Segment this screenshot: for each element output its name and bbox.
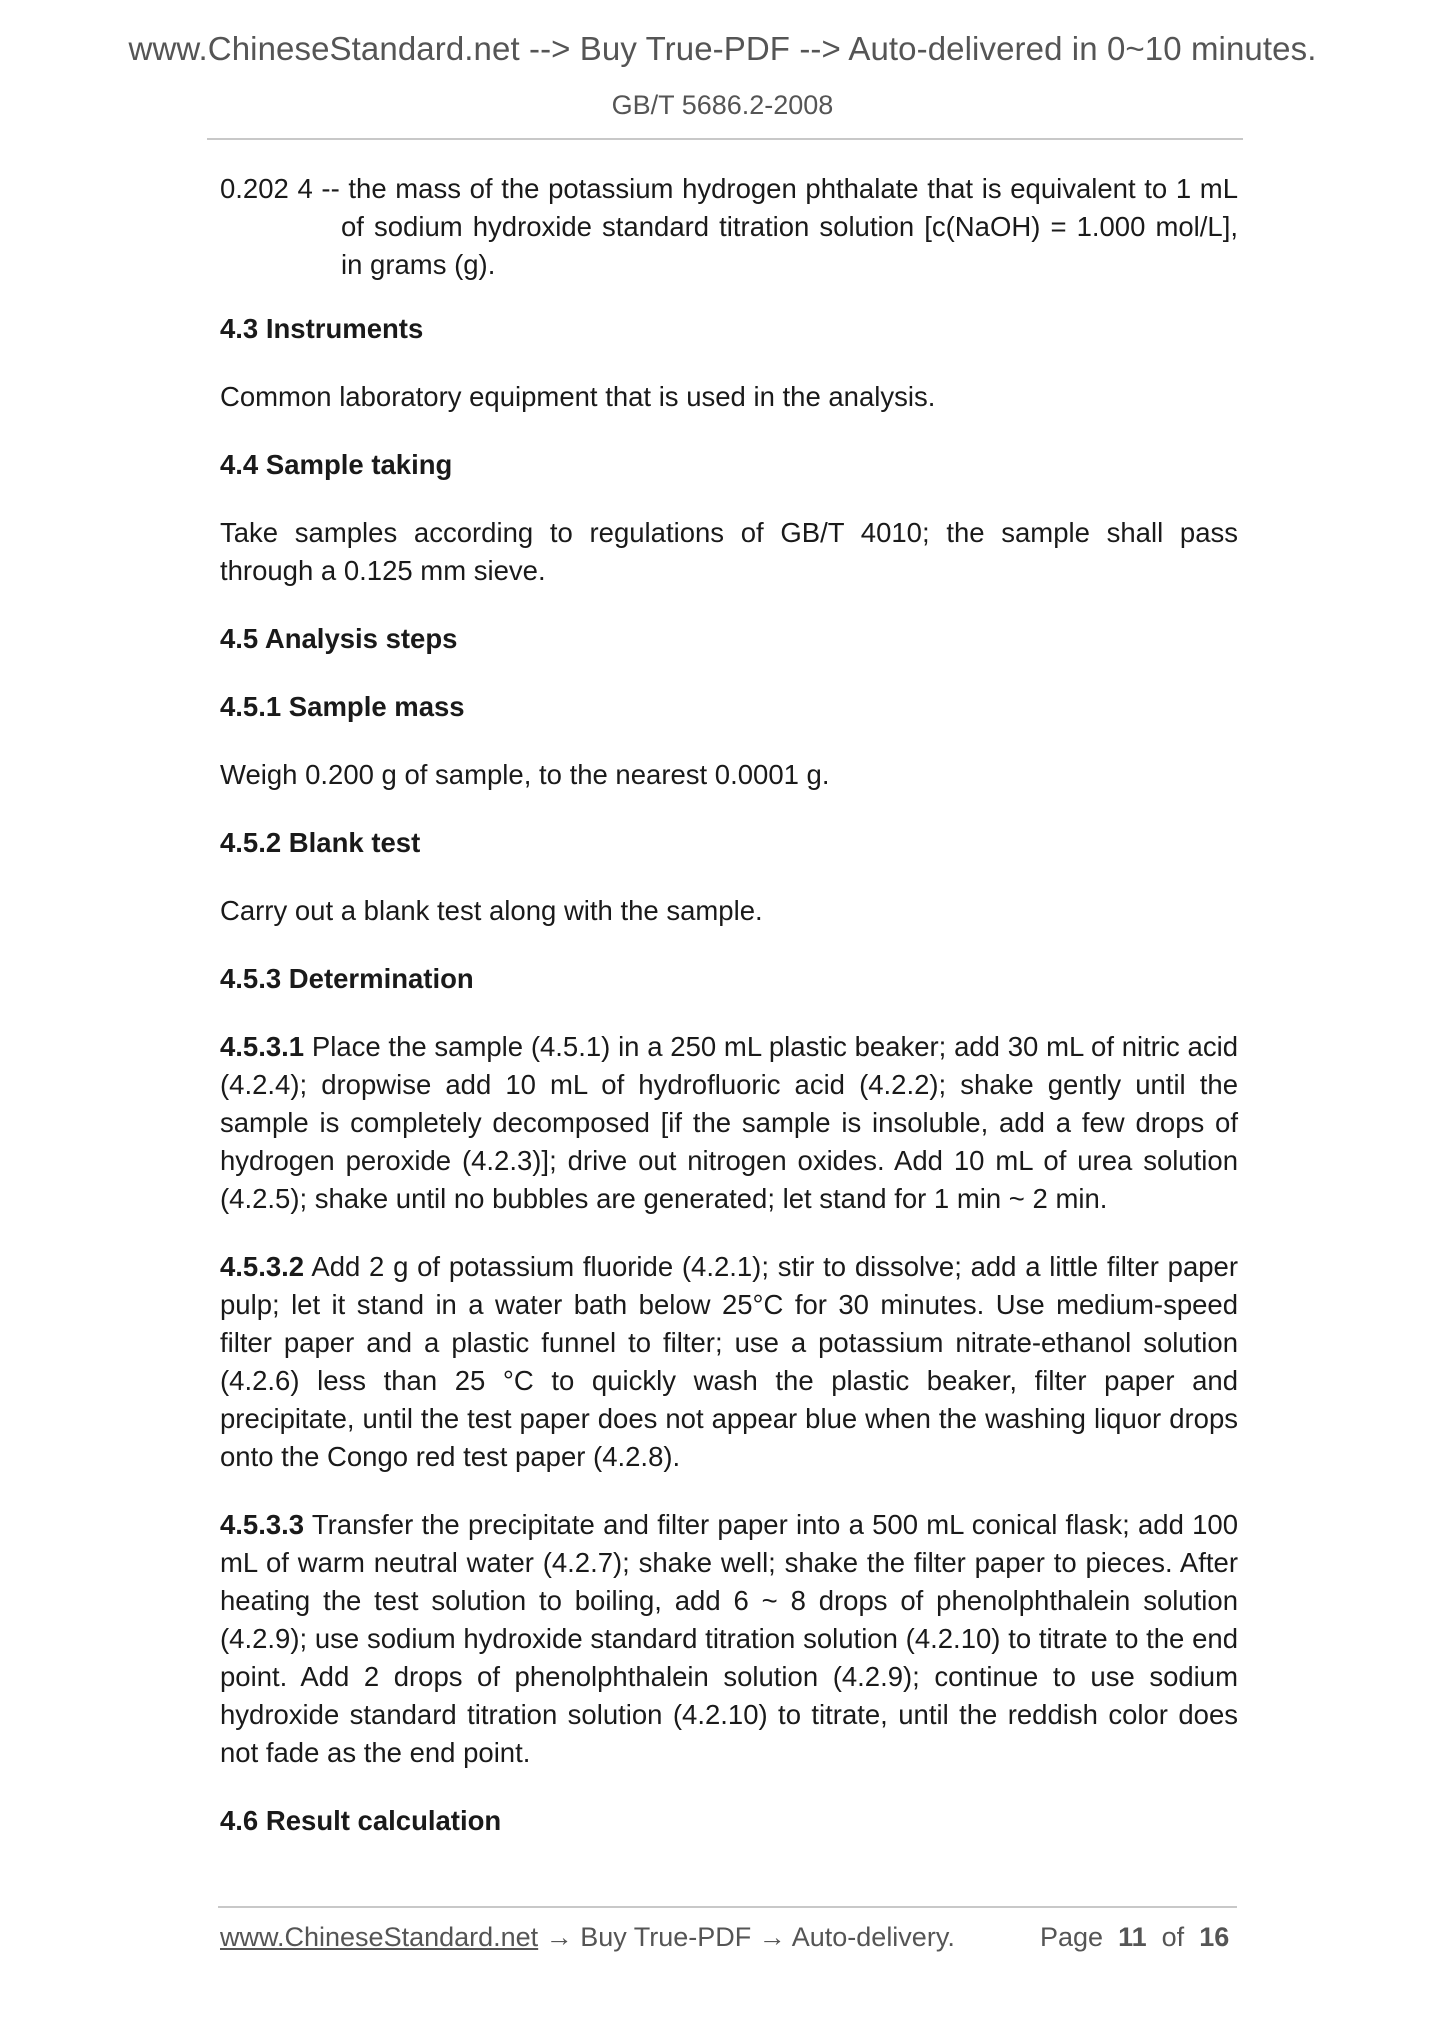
section-heading-4-5-3: 4.5.3 Determination	[220, 963, 474, 994]
top-banner: www.ChineseStandard.net --> Buy True-PDF --> Auto-delivered in 0~10 minutes.	[128, 30, 1317, 67]
section-heading-4-5-2: 4.5.2 Blank test	[220, 827, 421, 858]
section-text-4-4: Take samples according to regulations of GB/T 4010; the sample shall pass through a 0.125 mm sieve.	[220, 517, 1238, 586]
footer-divider	[218, 1906, 1237, 1908]
paragraph-4-5-3-2	[220, 1248, 1238, 1476]
page-indicator	[1040, 1922, 1229, 1953]
document-body	[220, 170, 1238, 1870]
section-heading-4-5-1: 4.5.1 Sample mass	[220, 691, 465, 722]
paragraph-4-5-3-1	[220, 1028, 1238, 1218]
formula-definition: 0.202 4 -- the mass of the potassium hydrogen phthalate that is equivalent to 1 mL of sodium hydroxide standard titration solution [c(NaOH) = 1.000 mol/L], in grams (g).	[220, 173, 1238, 280]
section-text-4-5-2: Carry out a blank test along with the sample.	[220, 895, 763, 926]
section-text-4-5-1: Weigh 0.200 g of sample, to the nearest 0.0001 g.	[220, 759, 830, 790]
page-total: 16	[1199, 1922, 1230, 1952]
of-label: of	[1161, 1922, 1185, 1952]
page-current: 11	[1118, 1922, 1147, 1952]
document-id: GB/T 5686.2-2008	[611, 90, 834, 120]
clause-number-4-5-3-2: 4.5.3.2	[220, 1251, 305, 1282]
page-label: Page	[1040, 1922, 1104, 1952]
clause-text-4-5-3-3: Transfer the precipitate and filter paper into a 500 mL conical flask; add 100 mL of warm neutral water (4.2.7); shake well; shake the filter paper to pieces. After heating the test solution to boiling, add 6 ~ 8 drops of phenolphthalein solution (4.2.9); use sodium hydroxide standard titration solution (4.2.10) to titrate to the end point. Add 2 drops of phenolphthalein solution (4.2.9); continue to use sodium hydroxide standard titration solution (4.2.10) to titrate, until the reddish color does not fade as the end point.	[220, 1509, 1238, 1768]
clause-text-4-5-3-1: Place the sample (4.5.1) in a 250 mL plastic beaker; add 30 mL of nitric acid (4.2.4); dropwise add 10 mL of hydrofluoric acid (4.2.2); shake gently until the sample is completely decomposed [if the sample is insoluble, add a few drops of hydrogen peroxide (4.2.3)]; drive out nitrogen oxides. Add 10 mL of urea solution (4.2.5); shake until no bubbles are generated; let stand for 1 min ~ 2 min.	[220, 1031, 1238, 1214]
section-heading-4-4: 4.4 Sample taking	[220, 449, 453, 480]
clause-text-4-5-3-2: Add 2 g of potassium fluoride (4.2.1); stir to dissolve; add a little filter paper pulp; let it stand in a water bath below 25°C for 30 minutes. Use medium-speed filter paper and a plastic funnel to filter; use a potassium nitrate-ethanol solution (4.2.6) less than 25 °C to quickly wash the plastic beaker, filter paper and precipitate, until the test paper does not appear blue when the washing liquor drops onto the Congo red test paper (4.2.8).	[220, 1251, 1238, 1472]
section-text-4-3: Common laboratory equipment that is used in the analysis.	[220, 381, 936, 412]
footer-promo	[220, 1922, 955, 1953]
paragraph-4-5-3-3	[220, 1506, 1238, 1772]
section-heading-4-3: 4.3 Instruments	[220, 313, 424, 344]
section-heading-4-5: 4.5 Analysis steps	[220, 623, 458, 654]
header-divider	[207, 138, 1243, 140]
clause-number-4-5-3-1: 4.5.3.1	[220, 1031, 305, 1062]
section-heading-4-6: 4.6 Result calculation	[220, 1805, 502, 1836]
footer-site-link[interactable]: www.ChineseStandard.net	[220, 1922, 539, 1952]
clause-number-4-5-3-3: 4.5.3.3	[220, 1509, 305, 1540]
footer-promo-text: → Buy True-PDF → Auto-delivery.	[538, 1922, 955, 1952]
